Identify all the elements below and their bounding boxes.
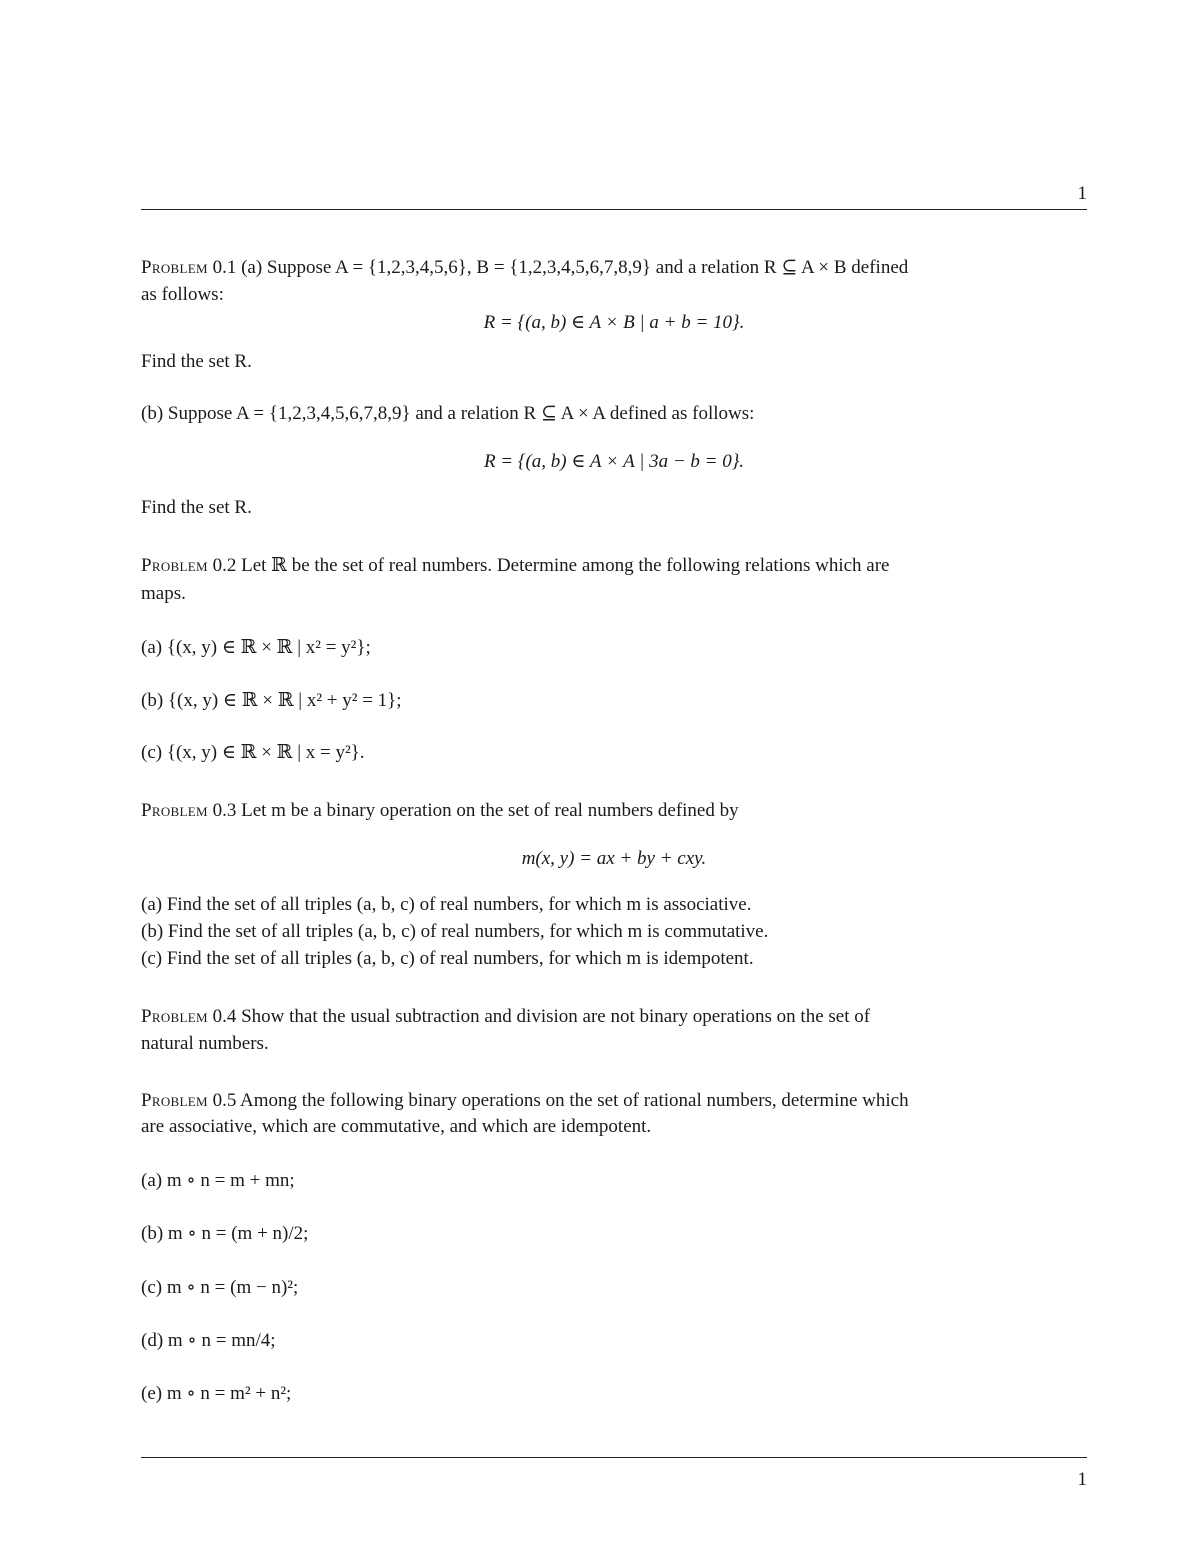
problem-0-5-line-1 <box>141 1090 1087 1112</box>
problem-0-2-item-a: (a) {(x, y) ∈ ℝ × ℝ | x² = y²}; <box>141 637 371 658</box>
problem-number: 0.3 <box>212 800 237 821</box>
problem-0-5-item-d: (d) m ∘ n = mn/4; <box>141 1330 276 1351</box>
problem-text: Show that the usual subtraction and division are not binary operations on the set of <box>241 1006 871 1027</box>
problem-0-3-item-c: (c) Find the set of all triples (a, b, c) of real numbers, for which m is idempotent. <box>141 948 754 969</box>
problem-0-2-line-2: maps. <box>141 583 186 604</box>
problem-label: Problem <box>141 1090 208 1111</box>
problem-0-4-line-2: natural numbers. <box>141 1033 269 1054</box>
problem-label: Problem <box>141 1006 208 1027</box>
problem-label: Problem <box>141 555 208 576</box>
operation-definition: m(x, y) = ax + by + cxy. <box>521 848 707 869</box>
problem-0-2-line-1 <box>141 555 1087 577</box>
problem-0-4-line-1 <box>141 1006 1087 1028</box>
problem-number: 0.4 <box>212 1006 237 1027</box>
find-set-a: Find the set R. <box>141 351 252 372</box>
problem-number: 0.5 <box>212 1090 237 1111</box>
problem-0-3-item-b: (b) Find the set of all triples (a, b, c) of real numbers, for which m is commutative. <box>141 921 769 942</box>
problem-0-5-item-e: (e) m ∘ n = m² + n²; <box>141 1383 292 1404</box>
header-page-number: 1 <box>1077 183 1087 204</box>
problem-0-5-item-c: (c) m ∘ n = (m − n)²; <box>141 1277 299 1298</box>
problem-0-3-line-1 <box>141 800 739 822</box>
problem-label: Problem <box>141 800 208 821</box>
header-rule <box>141 209 1087 210</box>
problem-label: Problem <box>141 257 208 278</box>
problem-text: Among the following binary operations on the set of rational numbers, determine which <box>240 1090 909 1111</box>
footer-page-number: 1 <box>1077 1469 1087 1490</box>
relation-equation-b: R = {(a, b) ∈ A × A | 3a − b = 0}. <box>483 451 745 472</box>
problem-text: Let m be a binary operation on the set of real numbers defined by <box>241 800 739 821</box>
problem-0-1-line-2: as follows: <box>141 284 224 305</box>
problem-0-1-part-b: (b) Suppose A = {1,2,3,4,5,6,7,8,9} and a relation R ⊆ A × A defined as follows: <box>141 403 755 424</box>
problem-number: 0.1 <box>212 257 237 278</box>
footer-rule <box>141 1457 1087 1458</box>
problem-0-1-line-1 <box>141 257 1087 279</box>
problem-0-2-item-b: (b) {(x, y) ∈ ℝ × ℝ | x² + y² = 1}; <box>141 690 402 711</box>
problem-0-5-item-b: (b) m ∘ n = (m + n)/2; <box>141 1223 309 1244</box>
problem-0-3-item-a: (a) Find the set of all triples (a, b, c) of real numbers, for which m is associative. <box>141 894 752 915</box>
relation-equation-a: R = {(a, b) ∈ A × B | a + b = 10}. <box>483 312 745 333</box>
problem-text: Let ℝ be the set of real numbers. Determine among the following relations which are <box>241 555 890 576</box>
find-set-b: Find the set R. <box>141 497 252 518</box>
problem-0-2-item-c: (c) {(x, y) ∈ ℝ × ℝ | x = y²}. <box>141 742 365 763</box>
problem-number: 0.2 <box>212 555 237 576</box>
problem-0-5-line-2: are associative, which are commutative, and which are idempotent. <box>141 1116 652 1137</box>
problem-0-5-item-a: (a) m ∘ n = m + mn; <box>141 1170 295 1191</box>
problem-text: (a) Suppose A = {1,2,3,4,5,6}, B = {1,2,3,4,5,6,7,8,9} and a relation R ⊆ A × B defined <box>241 257 909 278</box>
